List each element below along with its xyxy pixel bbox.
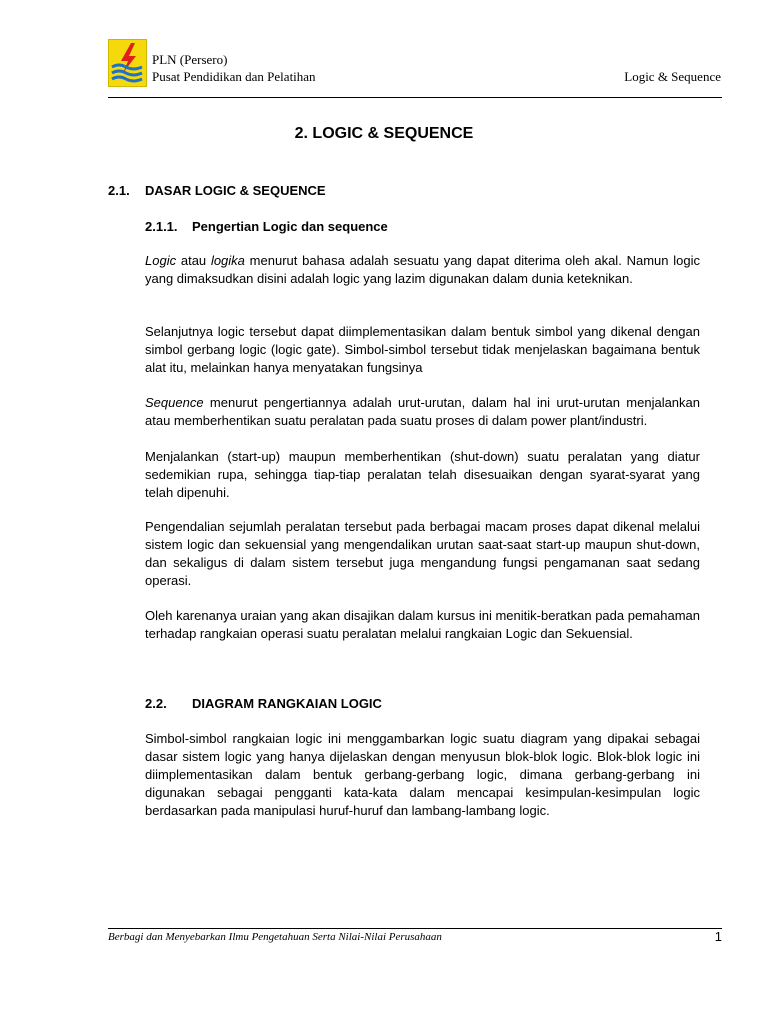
footer-divider bbox=[108, 928, 722, 929]
header-divider bbox=[108, 97, 722, 98]
paragraph-course-focus: Oleh karenanya uraian yang akan disajikan dalam kursus ini menitik-beratkan pada pemahaman terhadap rangkaian operasi suatu peralatan melalui rangkaian Logic dan Sekuensial. bbox=[145, 608, 700, 641]
paragraph-logic-implementation: Selanjutnya logic tersebut dapat diimplementasikan dalam bentuk simbol yang dikenal dengan simbol gerbang logic (logic gate). Simbol-simbol tersebut tidak menjelaskan bagaimana bentuk alat itu, melainkan hanya menyatakan fungsinya bbox=[145, 324, 700, 375]
term-sequence: Sequence bbox=[145, 395, 204, 410]
section-2-2-title: DIAGRAM RANGKAIAN LOGIC bbox=[192, 696, 382, 711]
term-logic: Logic bbox=[145, 253, 177, 268]
header-unit: Pusat Pendidikan dan Pelatihan bbox=[152, 69, 316, 84]
paragraph-sequence-definition: Sequence menurut pengertiannya adalah urut-urutan, dalam hal ini urut-urutan menjalankan atau memberhentikan suatu peralatan pada suatu proses di dalam power plant/industri. bbox=[145, 395, 700, 428]
footer-motto: Berbagi dan Menyebarkan Ilmu Pengetahuan Serta Nilai-Nilai Perusahaan bbox=[108, 931, 442, 943]
page-number: 1 bbox=[714, 929, 722, 944]
paragraph-control: Pengendalian sejumlah peralatan tersebut pada berbagai macam proses dapat dikenal melalui sistem logic dan sekuensial yang mengendalikan urutan saat-saat start-up maupun shut-down, dan sekaligus di dalam sistem tersebut juga mengandung fungsi pengamanan saat sedang operasi. bbox=[145, 519, 700, 588]
section-2-1-title: DASAR LOGIC & SEQUENCE bbox=[145, 183, 326, 198]
chapter-title: 2. LOGIC & SEQUENCE bbox=[294, 125, 474, 142]
header-org: PLN (Persero) bbox=[152, 52, 228, 67]
pln-lightning-icon bbox=[109, 40, 148, 88]
paragraph-logic-diagram: Simbol-simbol rangkaian logic ini menggambarkan logic suatu diagram yang dipakai sebagai dasar sistem logic yang hanya dijelaskan dengan menyusun blok-blok logic. Blok-blok logic ini diimplementasikan dalam bentuk gerbang-gerbang logic, dimana gerbang-gerbang ini digunakan sebagai pengganti kata-kata dalam mencapai kesimpulan-kesimpulan logic berdasarkan pada manipulasi huruf-huruf dan lambang-lambang logic. bbox=[145, 731, 700, 818]
subsection-2-1-1-title: Pengertian Logic dan sequence bbox=[192, 219, 388, 234]
paragraph-startup-shutdown: Menjalankan (start-up) maupun memberhentikan (shut-down) suatu peralatan yang diatur sedemikian rupa, sehingga tiap-tiap peralatan telah disesuaikan dengan syarat-syarat yang telah dipenuhi. bbox=[145, 449, 700, 500]
section-2-2-number: 2.2. bbox=[145, 696, 167, 711]
pln-logo bbox=[108, 39, 147, 87]
subsection-2-1-1-number: 2.1.1. bbox=[145, 219, 178, 234]
header-doc-title: Logic & Sequence bbox=[624, 69, 721, 84]
paragraph-logic-definition: Logic atau logika menurut bahasa adalah sesuatu yang dapat diterima oleh akal. Namun logic yang dimaksudkan disini adalah logic yang lazim digunakan dalam dunia keteknikan. bbox=[145, 253, 700, 286]
section-2-1-number: 2.1. bbox=[108, 183, 130, 198]
term-logika: logika bbox=[210, 253, 245, 268]
